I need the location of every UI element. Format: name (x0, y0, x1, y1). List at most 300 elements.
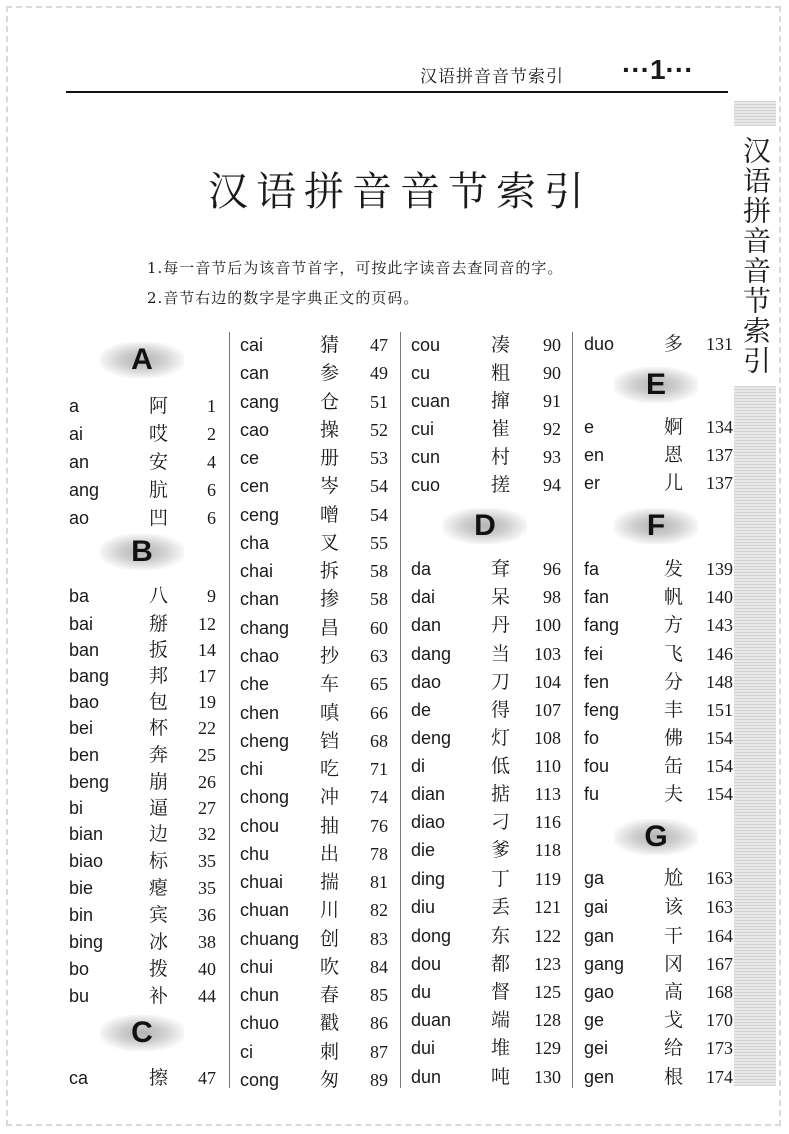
pinyin-syllable: dang (411, 644, 452, 664)
first-character: 爹 (491, 839, 511, 861)
pinyin-syllable: bian (69, 824, 104, 844)
page-ref: 87 (370, 1042, 388, 1062)
page-ref: 60 (370, 618, 388, 638)
first-character: 参 (320, 362, 340, 384)
first-character: 邦 (149, 665, 169, 687)
first-character: 丁 (491, 868, 511, 890)
index-entry (69, 768, 216, 796)
index-entry (584, 724, 733, 752)
index-entry (240, 868, 388, 896)
page-ref: 113 (534, 784, 561, 804)
page-ref: 125 (534, 982, 561, 1002)
pinyin-syllable: ca (69, 1068, 89, 1088)
index-entry (69, 392, 216, 420)
index-entry (584, 611, 733, 639)
pinyin-syllable: gan (584, 926, 615, 946)
pinyin-syllable: chuan (240, 900, 290, 920)
index-entry (584, 1034, 733, 1062)
first-character: 凑 (491, 334, 511, 356)
pinyin-syllable: chuo (240, 1013, 280, 1033)
first-character: 凹 (149, 507, 169, 529)
page-ref: 163 (706, 868, 733, 888)
page-ref: 90 (543, 363, 561, 383)
pinyin-syllable: beng (69, 772, 110, 792)
page-ref: 85 (370, 985, 388, 1005)
page-ref: 118 (534, 840, 561, 860)
first-character: 杯 (149, 717, 169, 739)
index-entry (411, 1063, 561, 1091)
page-ref: 25 (198, 745, 216, 765)
page-ref: 129 (534, 1038, 561, 1058)
index-entry (584, 893, 733, 921)
pinyin-syllable: dou (411, 954, 442, 974)
page-ref: 104 (534, 672, 561, 692)
pinyin-syllable: fu (584, 784, 600, 804)
page-ref: 78 (370, 844, 388, 864)
page-ref: 84 (370, 957, 388, 977)
pinyin-syllable: bang (69, 666, 110, 686)
pinyin-syllable: die (411, 840, 436, 860)
index-entry (411, 836, 561, 864)
first-character: 耷 (491, 558, 511, 580)
pinyin-syllable: cen (240, 476, 270, 496)
index-entry (69, 582, 216, 610)
index-entry (411, 359, 561, 387)
first-character: 得 (491, 699, 511, 721)
pinyin-syllable: ga (584, 868, 605, 888)
page-title: 汉语拼音音节索引 (208, 169, 592, 215)
pinyin-syllable: che (240, 674, 270, 694)
page-ref: 174 (706, 1067, 733, 1087)
pinyin-syllable: ge (584, 1010, 605, 1030)
pinyin-syllable: bi (69, 798, 84, 818)
page-ref: 14 (198, 640, 216, 660)
first-character: 崔 (491, 418, 511, 440)
index-entry (584, 752, 733, 780)
first-character: 灯 (491, 727, 511, 749)
note-2: 2.音节右边的数字是字典正文的页码。 (147, 289, 420, 307)
index-entry (69, 610, 216, 638)
index-entry (411, 443, 561, 471)
page-ref: 65 (370, 674, 388, 694)
first-character: 发 (664, 558, 684, 580)
first-character: 分 (664, 671, 684, 693)
page-ref: 1 (207, 396, 216, 416)
index-entry (411, 583, 561, 611)
pinyin-syllable: chen (240, 703, 280, 723)
pinyin-syllable: ang (69, 480, 100, 500)
first-character: 八 (149, 585, 169, 607)
page-ref: 100 (534, 615, 561, 635)
pinyin-syllable: dong (411, 926, 452, 946)
first-character: 帆 (664, 586, 684, 608)
first-character: 出 (320, 843, 340, 865)
pinyin-syllable: chu (240, 844, 270, 864)
page-ref: 38 (198, 932, 216, 952)
index-entry (411, 611, 561, 639)
first-character: 崩 (149, 771, 169, 793)
pinyin-syllable: chou (240, 816, 280, 836)
page-ref: 2 (207, 424, 216, 444)
index-entry (69, 420, 216, 448)
page-ref: 128 (534, 1010, 561, 1030)
pinyin-syllable: ding (411, 869, 446, 889)
first-character: 操 (320, 419, 340, 441)
pinyin-syllable: chao (240, 646, 280, 666)
first-character: 尬 (664, 867, 684, 889)
page-ref: 81 (370, 872, 388, 892)
page-ref: 91 (543, 391, 561, 411)
pinyin-syllable: duan (411, 1010, 452, 1030)
column-divider (229, 332, 230, 1088)
first-character: 吹 (320, 956, 340, 978)
pinyin-syllable: cheng (240, 731, 290, 751)
pinyin-syllable: fan (584, 587, 610, 607)
index-entry (411, 1006, 561, 1034)
first-character: 粗 (491, 362, 511, 384)
index-entry (411, 471, 561, 499)
first-character: 川 (320, 899, 340, 921)
pinyin-syllable: ce (240, 448, 260, 468)
page-ref: 130 (534, 1067, 561, 1087)
first-character: 给 (664, 1037, 684, 1059)
pinyin-syllable: cuo (411, 475, 441, 495)
pinyin-syllable: fei (584, 644, 604, 664)
header-rule (66, 91, 728, 93)
pinyin-syllable: chong (240, 787, 290, 807)
pinyin-syllable: bie (69, 878, 94, 898)
pinyin-syllable: gen (584, 1067, 615, 1087)
index-entry (411, 724, 561, 752)
pinyin-syllable: a (69, 396, 80, 416)
pinyin-syllable: cong (240, 1070, 280, 1090)
first-character: 拨 (149, 958, 169, 980)
pinyin-syllable: can (240, 363, 270, 383)
page-ref: 4 (207, 452, 216, 472)
page-ref: 167 (706, 954, 733, 974)
first-character: 丢 (491, 896, 511, 918)
column-divider (572, 332, 573, 1088)
section-letter-g: G (614, 819, 698, 855)
index-entry (240, 840, 388, 868)
first-character: 掂 (491, 783, 511, 805)
index-entry (240, 359, 388, 387)
page-ref: 170 (706, 1010, 733, 1030)
first-character: 抄 (320, 645, 340, 667)
pinyin-syllable: gai (584, 897, 609, 917)
page-ref: 36 (198, 905, 216, 925)
page-ref: 173 (706, 1038, 733, 1058)
pinyin-syllable: di (411, 756, 426, 776)
first-character: 根 (664, 1066, 684, 1088)
index-entry (69, 476, 216, 504)
page-ref: 110 (534, 756, 561, 776)
first-character: 刺 (320, 1041, 340, 1063)
page-ref: 140 (706, 587, 733, 607)
pinyin-syllable: dao (411, 672, 442, 692)
first-character: 扳 (149, 639, 169, 661)
page-ref: 19 (198, 692, 216, 712)
pinyin-syllable: cui (411, 419, 435, 439)
first-character: 猜 (320, 334, 340, 356)
index-entry (411, 978, 561, 1006)
index-entry (240, 331, 388, 359)
first-character: 丰 (664, 699, 684, 721)
page-ref: 32 (198, 824, 216, 844)
index-entry (240, 472, 388, 500)
index-entry (240, 953, 388, 981)
page-ref: 146 (706, 644, 733, 664)
index-entry (240, 1066, 388, 1094)
index-entry (69, 448, 216, 476)
pinyin-syllable: gang (584, 954, 625, 974)
page-ref: 121 (534, 897, 561, 917)
index-entry (584, 555, 733, 583)
page-ref: 54 (370, 505, 388, 525)
index-entry (584, 640, 733, 668)
page-ref: 54 (370, 476, 388, 496)
pinyin-syllable: da (411, 559, 432, 579)
page-ref: 148 (706, 672, 733, 692)
index-entry (411, 415, 561, 443)
pinyin-syllable: du (411, 982, 432, 1002)
section-letter-b: B (100, 534, 184, 570)
page-ref: 35 (198, 878, 216, 898)
pinyin-syllable: deng (411, 728, 452, 748)
page-ref: 139 (706, 559, 733, 579)
index-entry (69, 662, 216, 690)
page-ref: 47 (198, 1068, 216, 1088)
first-character: 册 (320, 447, 340, 469)
page-number: ···1··· (622, 54, 694, 85)
page-ref: 89 (370, 1070, 388, 1090)
index-entry (240, 642, 388, 670)
page-ref: 51 (370, 392, 388, 412)
pinyin-syllable: cao (240, 420, 270, 440)
first-character: 撺 (491, 390, 511, 412)
first-character: 肮 (149, 479, 169, 501)
first-character: 戈 (664, 1009, 684, 1031)
page-ref: 6 (207, 480, 216, 500)
index-entry (411, 808, 561, 836)
index-entry (411, 752, 561, 780)
first-character: 叉 (320, 532, 340, 554)
pinyin-syllable: duo (584, 334, 615, 354)
first-character: 仓 (320, 391, 340, 413)
index-entry (240, 812, 388, 840)
first-character: 戳 (320, 1012, 340, 1034)
pinyin-syllable: chai (240, 561, 274, 581)
section-letter-f: F (614, 508, 698, 544)
first-character: 干 (664, 925, 684, 947)
index-entry (411, 640, 561, 668)
first-character: 方 (664, 614, 684, 636)
index-entry (584, 950, 733, 978)
index-entry (240, 896, 388, 924)
first-character: 堆 (491, 1037, 511, 1059)
pinyin-syllable: diu (411, 897, 436, 917)
page-ref: 123 (534, 954, 561, 974)
first-character: 宾 (149, 904, 169, 926)
section-letter-e: E (614, 367, 698, 403)
index-entry (69, 688, 216, 716)
page-ref: 86 (370, 1013, 388, 1033)
first-character: 嗔 (320, 702, 340, 724)
pinyin-syllable: e (584, 417, 595, 437)
index-entry (69, 1064, 216, 1092)
index-entry (240, 557, 388, 585)
page-ref: 134 (706, 417, 733, 437)
pinyin-syllable: cu (411, 363, 431, 383)
first-character: 冈 (664, 953, 684, 975)
index-entry (411, 893, 561, 921)
index-entry (240, 670, 388, 698)
pinyin-syllable: de (411, 700, 432, 720)
first-character: 冰 (149, 931, 169, 953)
page-ref: 22 (198, 718, 216, 738)
pinyin-syllable: ai (69, 424, 84, 444)
first-character: 当 (491, 643, 511, 665)
first-character: 端 (491, 1009, 511, 1031)
pinyin-syllable: chang (240, 618, 290, 638)
page-ref: 92 (543, 419, 561, 439)
index-entry (584, 696, 733, 724)
first-character: 呆 (491, 586, 511, 608)
first-character: 督 (491, 981, 511, 1003)
page-ref: 108 (534, 728, 561, 748)
index-entry (584, 413, 733, 441)
first-character: 刁 (491, 811, 511, 833)
index-entry (69, 714, 216, 742)
page-ref: 154 (706, 784, 733, 804)
first-character: 包 (149, 691, 169, 713)
index-entry (69, 901, 216, 929)
index-entry (240, 416, 388, 444)
page-ref: 76 (370, 816, 388, 836)
index-entry (240, 585, 388, 613)
note-1: 1.每一音节后为该音节首字，可按此字读音去查同音的字。 (147, 259, 564, 277)
page-ref: 53 (370, 448, 388, 468)
first-character: 边 (149, 823, 169, 845)
index-entry (240, 529, 388, 557)
first-character: 阿 (149, 395, 169, 417)
pinyin-syllable: er (584, 473, 601, 493)
pinyin-syllable: ceng (240, 505, 280, 525)
first-character: 东 (491, 925, 511, 947)
page-ref: 154 (706, 756, 733, 776)
section-letter-c: C (100, 1015, 184, 1051)
pinyin-syllable: chuang (240, 929, 300, 949)
page-ref: 90 (543, 335, 561, 355)
page-ref: 44 (198, 986, 216, 1006)
pinyin-syllable: bei (69, 718, 94, 738)
pinyin-syllable: bing (69, 932, 104, 952)
pinyin-syllable: cai (240, 335, 264, 355)
first-character: 标 (149, 850, 169, 872)
pinyin-syllable: bo (69, 959, 90, 979)
index-entry (584, 668, 733, 696)
page-ref: 27 (198, 798, 216, 818)
page-ref: 52 (370, 420, 388, 440)
first-character: 揣 (320, 871, 340, 893)
first-character: 丹 (491, 614, 511, 636)
pinyin-syllable: chan (240, 589, 280, 609)
index-entry (240, 925, 388, 953)
pinyin-syllable: ba (69, 586, 90, 606)
first-character: 都 (491, 953, 511, 975)
index-entry (411, 922, 561, 950)
first-character: 擦 (149, 1067, 169, 1089)
pinyin-syllable: cang (240, 392, 280, 412)
page-ref: 68 (370, 731, 388, 751)
index-entry (69, 955, 216, 983)
pinyin-syllable: dun (411, 1067, 442, 1087)
first-character: 高 (664, 981, 684, 1003)
pinyin-syllable: dian (411, 784, 446, 804)
pinyin-syllable: gao (584, 982, 615, 1002)
page-ref: 58 (370, 589, 388, 609)
index-entry (69, 820, 216, 848)
index-entry (584, 780, 733, 808)
index-entry (584, 469, 733, 497)
index-entry (411, 1034, 561, 1062)
index-entry (69, 794, 216, 822)
index-entry (411, 780, 561, 808)
index-entry (411, 331, 561, 359)
index-entry (584, 583, 733, 611)
first-character: 昌 (320, 617, 340, 639)
index-entry (240, 699, 388, 727)
pinyin-syllable: biao (69, 851, 104, 871)
pinyin-syllable: cun (411, 447, 441, 467)
pinyin-syllable: cou (411, 335, 441, 355)
index-entry (411, 865, 561, 893)
first-character: 多 (664, 333, 684, 355)
pinyin-syllable: chui (240, 957, 274, 977)
pinyin-syllable: feng (584, 700, 620, 720)
first-character: 搓 (491, 474, 511, 496)
first-character: 哎 (149, 423, 169, 445)
page-ref: 35 (198, 851, 216, 871)
page-ref: 71 (370, 759, 388, 779)
first-character: 冲 (320, 786, 340, 808)
index-entry (240, 501, 388, 529)
index-entry (240, 1009, 388, 1037)
index-entry (240, 1038, 388, 1066)
first-character: 掺 (320, 588, 340, 610)
first-character: 岑 (320, 475, 340, 497)
index-entry (240, 614, 388, 642)
first-character: 创 (320, 928, 340, 950)
pinyin-syllable: an (69, 452, 90, 472)
first-character: 匆 (320, 1069, 340, 1091)
index-entry (69, 741, 216, 769)
pinyin-syllable: gei (584, 1038, 609, 1058)
page-ref: 143 (706, 615, 733, 635)
page-ref: 151 (706, 700, 733, 720)
first-character: 吨 (491, 1066, 511, 1088)
pinyin-syllable: fou (584, 756, 610, 776)
first-character: 春 (320, 984, 340, 1006)
first-character: 佛 (664, 727, 684, 749)
first-character: 恩 (664, 444, 684, 466)
first-character: 该 (664, 896, 684, 918)
pinyin-syllable: chun (240, 985, 280, 1005)
page-ref: 131 (706, 334, 733, 354)
page-ref: 137 (706, 473, 733, 493)
page-ref: 74 (370, 787, 388, 807)
page-ref: 98 (543, 587, 561, 607)
